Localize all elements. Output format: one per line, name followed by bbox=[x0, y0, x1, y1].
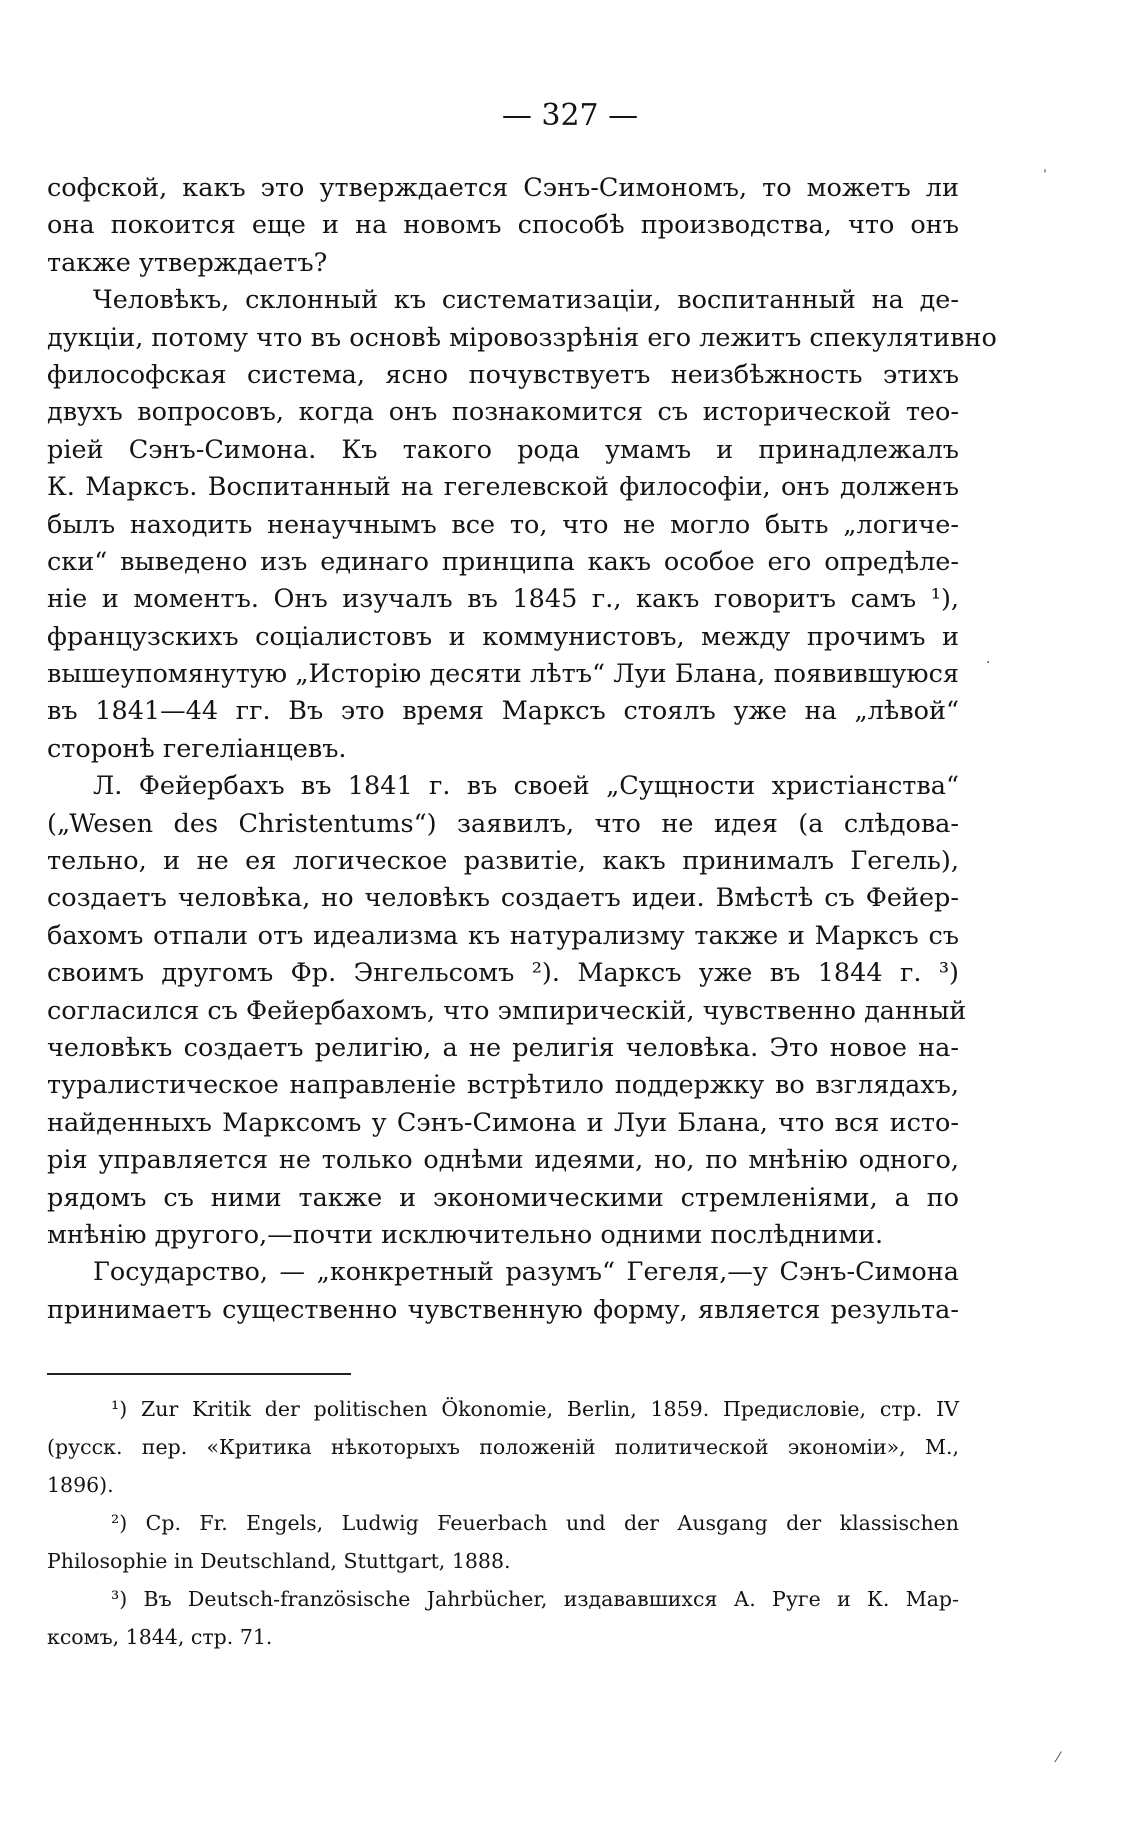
footnote-line: (русск. пер. «Критика нѣкоторыхъ положеній политической экономіи», М., bbox=[47, 1435, 959, 1459]
footnotes bbox=[47, 1390, 959, 1656]
text-line: двухъ вопросовъ, когда онъ познакомится съ исторической тео- bbox=[47, 397, 959, 428]
text-line: туралистическое направленіе встрѣтило поддержку во взглядахъ, bbox=[47, 1070, 959, 1101]
text-line: создаетъ человѣка, но человѣкъ создаетъ идеи. Вмѣстѣ съ Фейер- bbox=[47, 883, 959, 914]
text-line: французскихъ соціалистовъ и коммунистовъ, между прочимъ и bbox=[47, 621, 959, 652]
text-line: Человѣкъ, склонный къ систематизаціи, воспитанный на де- bbox=[93, 285, 959, 316]
text-line: былъ находить ненаучнымъ все то, что не могло быть „логиче- bbox=[47, 509, 959, 540]
text-line: ніе и моментъ. Онъ изучалъ въ 1845 г., какъ говоритъ самъ ¹), bbox=[47, 584, 959, 615]
text-line: мнѣнію другого,—почти исключительно одними послѣдними. bbox=[47, 1219, 884, 1250]
text-line: философская система, ясно почувствуетъ неизбѣжность этихъ bbox=[47, 359, 959, 390]
text-line: въ 1841—44 гг. Въ это время Марксъ стоялъ уже на „лѣвой“ bbox=[47, 696, 959, 727]
text-line: сторонѣ гегеліанцевъ. bbox=[47, 733, 347, 764]
text-line: человѣкъ создаетъ религію, а не религія человѣка. Это новое на- bbox=[47, 1032, 959, 1063]
footnote-line: ²) Ср. Fr. Engels, Ludwig Feuerbach und der Ausgang der klassischen bbox=[111, 1511, 959, 1535]
text-line: К. Марксъ. Воспитанный на гегелевской философіи, онъ долженъ bbox=[47, 472, 959, 503]
scan-speck: ⁄ bbox=[1057, 1750, 1060, 1766]
footnote-separator bbox=[47, 1373, 351, 1375]
main-text bbox=[47, 170, 997, 1329]
text-line: рядомъ съ ними также и экономическими стремленіями, а по bbox=[47, 1182, 959, 1213]
text-line: тельно, и не ея логическое развитіе, какъ принималъ Гегель), bbox=[47, 846, 959, 877]
text-line: согласился съ Фейербахомъ, что эмпирическій, чувственно данный bbox=[47, 995, 967, 1026]
text-line: рія управляется не только однѣми идеями, но, по мнѣнію одного, bbox=[47, 1145, 959, 1176]
text-line: она покоится еще и на новомъ способѣ производства, что онъ bbox=[47, 210, 959, 241]
footnote-line: ксомъ, 1844, стр. 71. bbox=[47, 1625, 273, 1649]
text-line: принимаетъ существенно чувственную форму, является результа- bbox=[47, 1294, 959, 1325]
page-number: — 327 — bbox=[501, 98, 639, 133]
footnote-line: Philosophie in Deutschland, Stuttgart, 1888. bbox=[47, 1549, 511, 1573]
scan-speck: · bbox=[986, 655, 991, 671]
text-line: ріей Сэнъ-Симона. Къ такого рода умамъ и принадлежалъ bbox=[47, 434, 959, 465]
text-line: вышеупомянутую „Исторію десяти лѣтъ“ Луи Блана, появившуюся bbox=[47, 659, 959, 690]
text-line: Государство, — „конкретный разумъ“ Гегеля,—у Сэнъ-Симона bbox=[93, 1257, 959, 1288]
scan-speck: ˈ bbox=[1043, 168, 1047, 184]
footnote-line: ³) Въ Deutsch-französische Jahrbücher, издававшихся А. Руге и К. Мар- bbox=[111, 1587, 959, 1611]
text-line: найденныхъ Марксомъ у Сэнъ-Симона и Луи Блана, что вся исто- bbox=[47, 1107, 959, 1138]
text-line: („Wesen des Christentums“) заявилъ, что не идея (а слѣдова- bbox=[47, 808, 959, 839]
text-line: своимъ другомъ Фр. Энгельсомъ ²). Марксъ уже въ 1844 г. ³) bbox=[47, 958, 959, 989]
text-line: бахомъ отпали отъ идеализма къ натурализму также и Марксъ съ bbox=[47, 920, 959, 951]
text-line: софской, какъ это утверждается Сэнъ-Симономъ, то можетъ ли bbox=[47, 173, 959, 203]
text-line: ски“ выведено изъ единаго принципа какъ особое его опредѣле- bbox=[47, 546, 959, 577]
text-line: дукціи, потому что въ основѣ міровоззрѣнія его лежитъ спекулятивно bbox=[47, 322, 997, 353]
text-line: также утверждаетъ? bbox=[47, 247, 328, 278]
text-line: Л. Фейербахъ въ 1841 г. въ своей „Сущности христіанства“ bbox=[93, 771, 959, 802]
footnote-line: ¹) Zur Kritik der politischen Ökonomie, Berlin, 1859. Предисловіе, стр. IV bbox=[111, 1397, 959, 1421]
footnote-line: 1896). bbox=[47, 1473, 114, 1497]
